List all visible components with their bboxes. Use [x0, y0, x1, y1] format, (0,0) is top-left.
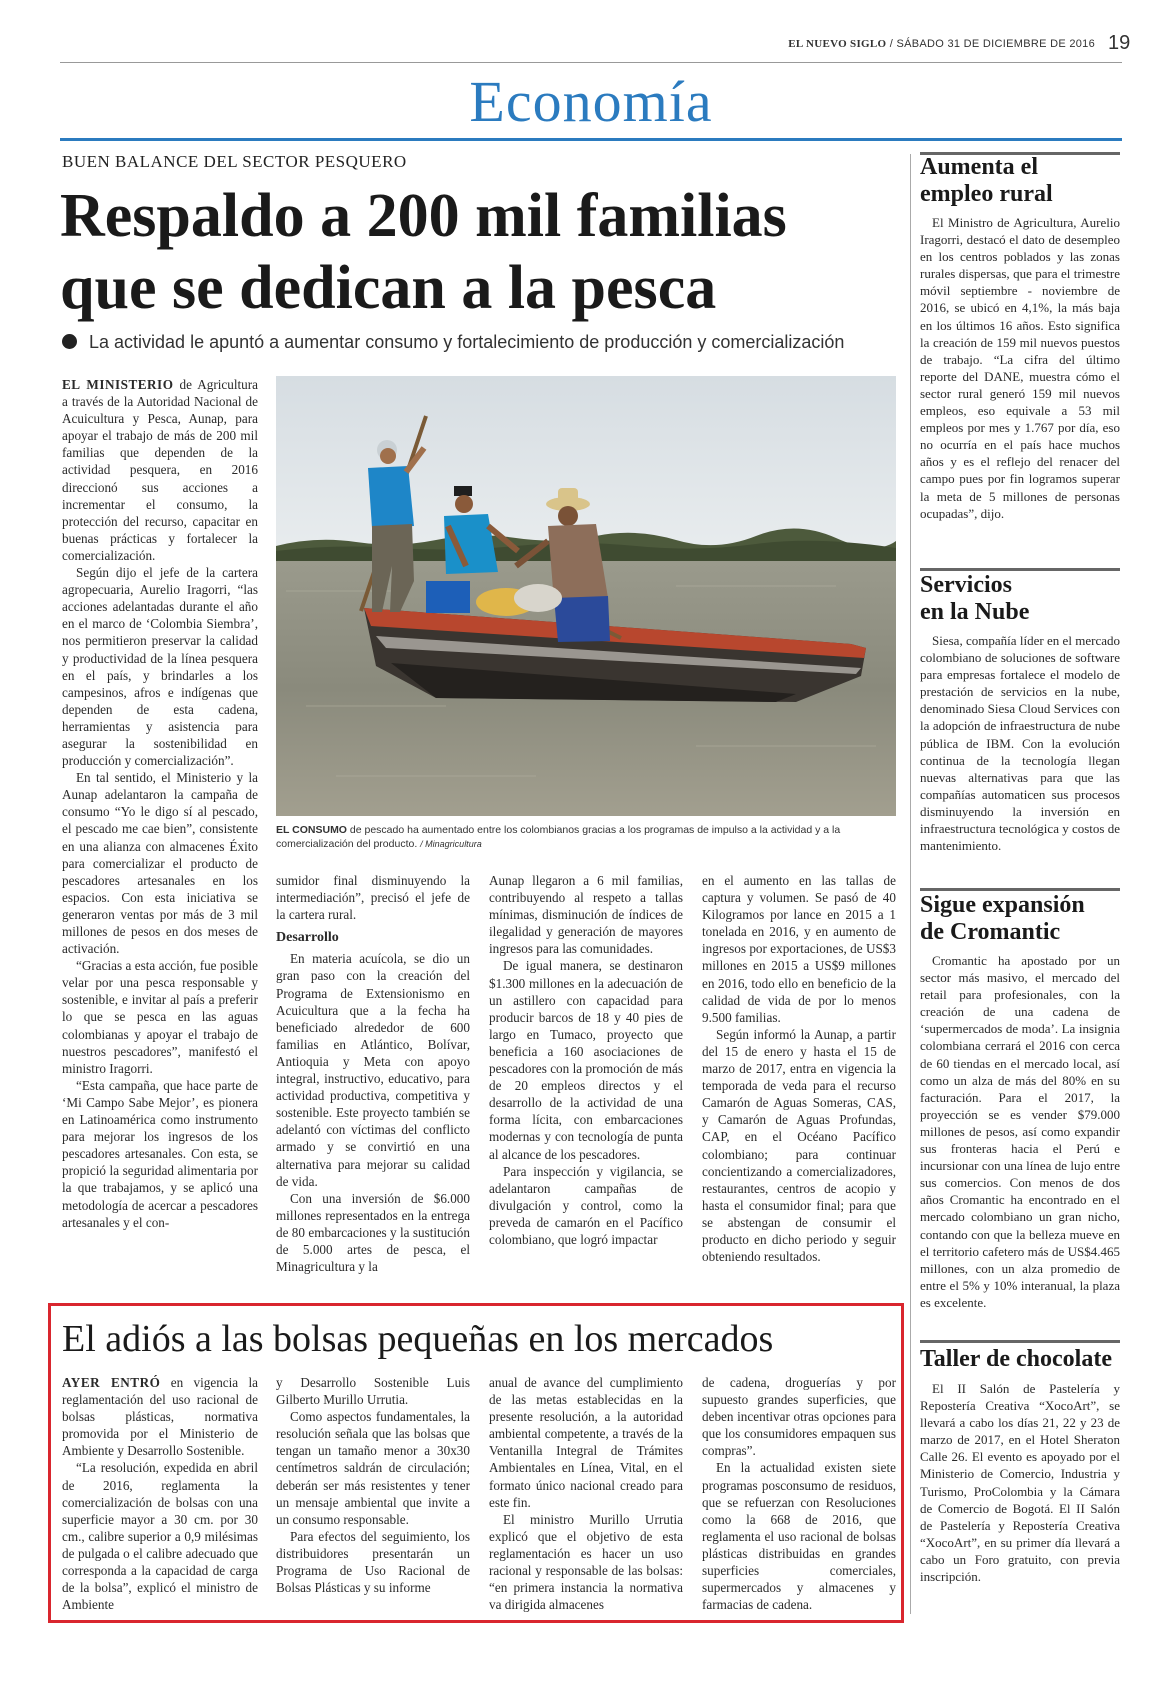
main-article-column-3 — [489, 872, 683, 1248]
paragraph: y Desarrollo Sostenible Luis Gilberto Murillo Urrutia. — [276, 1375, 470, 1408]
paragraph: “Esta campaña, que hace parte de ‘Mi Campo Sabe Mejor’, es pionera en Latinoamérica como instrumento para mejorar los ingresos de los pescadores artesanales. Con esta, se propició la seguridad alimentaria por la que trabajamos, y se aplicó una metodología de acercar a pescadores artesanales y el con- — [62, 1077, 258, 1230]
title-line: Aumenta el — [920, 154, 1038, 180]
paragraph: En la actualidad existen siete programas posconsumo de residuos, que se refuerzan con Resoluciones como la 668 de 2016, que reglamenta el uso racional de bolsas plásticas distribuidas en grandes superficies comerciales, supermercados y almacenes y farmacias de cadena. — [702, 1460, 896, 1613]
paragraph: En materia acuícola, se dio un gran paso con la creación del Programa de Extensionismo en Acuicultura que a la fecha ha beneficiado alrededor de 600 familias en Atlántico, Bolívar, Antioquia y Meta con apoyo integral, instructivo, educativo, para actividad productiva, competitiva y sostenible. Este proyecto también se adelantó con víctimas del conflicto armado y se convirtió en una alternativa para mejorar su calidad de vida. — [276, 951, 470, 1189]
paragraph: de Agricultura a través de la Autoridad Nacional de Acuicultura y Pesca, Aunap, para apoyar el trabajo de más de 200 mil familias que dependen de la actividad pesquera, en 2016 direccionó sus acciones a incrementar el consumo, la protección del recurso, capacitar en buenas prácticas y fortalecer la comercialización. — [62, 377, 258, 563]
sidebar-rule — [920, 888, 1120, 891]
paper-name: EL NUEVO SIGLO — [788, 38, 887, 50]
paragraph: Como aspectos fundamentales, la resolución señala que las bolsas que tengan un tamaño menor a 30x30 centímetros saldrán de circulación; deberán ser más resistentes y tener un mensaje ambiental que invite a un consumo responsable. — [276, 1409, 470, 1527]
caption-lead: EL CONSUMO — [276, 824, 347, 836]
sidebar-title-chocolate: Taller de chocolate — [920, 1346, 1112, 1372]
paragraph: Para inspección y vigilancia, se adelantaron campañas de divulgación y control, como la preveda de camarón en el Pacífico colombiano, que logró impactar — [489, 1163, 683, 1247]
article-kicker: BUEN BALANCE DEL SECTOR PESQUERO — [62, 152, 407, 171]
paragraph: anual de avance del cumplimiento de las metas establecidas en la presente resolución, a la autoridad ambiental competente, a través de la Ventanilla Integral de Trámites Ambientales en Línea, Vital, en el formato único nacional creado para este fin. — [489, 1375, 683, 1510]
bolsas-column-4 — [702, 1374, 896, 1613]
main-article-column-4 — [702, 872, 896, 1265]
subhead-text: La actividad le apuntó a aumentar consumo y fortalecimiento de producción y comercialización — [89, 332, 845, 352]
paragraph: Según dijo el jefe de la cartera agropecuaria, Aurelio Iragorri, “las acciones adelantadas durante el año en el marco de ‘Colombia Siembra’, nos permitieron preservar la calidad y productividad de la línea pesquera en el país, y brindarles a los campesinos, afros e indígenas que dependen de esta cadena, herramientas y asistencia para asegurar la sostenibilidad en producción y comercialización”. — [62, 565, 258, 769]
sidebar-body-chocolate: El II Salón de Pastelería y Repostería Creativa “XocoArt”, se llevará a cabo los días 21, 22 y 23 de marzo de 2017, en el Hotel Sheraton Calle 26. El evento es apoyado por el Ministerio de Comercio, Industria y Turismo, ProColombia y la Cámara de Comercio de Bogotá. El II Salón de Pastelería y Repostería Creativa “XocoArt”, en su primer día llevará a cabo un Foro gratuito, con previa inscripción. — [920, 1381, 1120, 1585]
title-line: en la Nube — [920, 599, 1030, 625]
title-line: de Cromantic — [920, 919, 1061, 945]
headline-line: que se dedican a la pesca — [60, 254, 717, 322]
page-number: 19 — [1108, 32, 1131, 54]
sidebar-body-nube: Siesa, compañía líder en el mercado colombiano de soluciones de software para empresas fortalece el modelo de prestación de servicios en la nube, denominado Siesa Cloud Services con la adopción de infraestructura de nube pública de IBM. Con la evolución continua de la tecnología llegan nuevas alternativas para que las compañías automaticen sus procesos disminuyendo la inversión en infraestructura tecnológica y costos de mantenimiento. — [920, 633, 1120, 854]
sidebar-rule — [920, 1340, 1120, 1343]
paragraph: En tal sentido, el Ministerio y la Aunap adelantaron la campaña de consumo “Yo le digo sí al pescado, el pescado me cae bien”, consistente en una alianza con almacenes Éxito para comercializar el producto de pescadores artesanales en los espacios. Con esta iniciativa se generaron ventas por más de 3 mil millones de pesos en dos meses de activación. — [62, 770, 258, 957]
paragraph: Según informó la Aunap, a partir del 15 de enero y hasta el 15 de marzo de 2017, entra en vigencia la temporada de veda para el recurso Camarón de Aguas Someras, CAS, y Camarón de Aguas Profundas, CAP, en el Océano Pacífico colombiano; para continuar concientizando a comercializadores, restaurantes, centros de acopio y hasta el consumidor final; para que se abstengan de consumir el producto en dicho periodo y seguir obteniendo resultados. — [702, 1026, 896, 1265]
bolsas-column-2 — [276, 1374, 470, 1596]
headline-line: Respaldo a 200 mil familias — [60, 182, 787, 250]
paragraph: de cadena, droguerías y por supuesto grandes superficies, que deben incentivar otras opciones para que los consumidores empaquen sus compras”. — [702, 1375, 896, 1459]
article-subhead — [62, 332, 942, 353]
article-headline — [60, 180, 920, 324]
photo-caption — [276, 823, 896, 851]
sidebar-title-empleo — [920, 154, 1120, 208]
issue-date: SÁBADO 31 DE DICIEMBRE DE 2016 — [896, 38, 1095, 50]
paragraph: “Gracias a esta acción, fue posible velar por una pesca responsable y sostenible, e invitar al país a preferir lo que se pesca en las aguas colombianas y apoyar el trabajo de nuestros pescadores”, manifestó el ministro Iragorri. — [62, 958, 258, 1076]
main-article-column-2 — [276, 872, 470, 1275]
sidebar-divider — [910, 154, 911, 1614]
title-line: Servicios — [920, 572, 1012, 598]
bolsas-column-3 — [489, 1374, 683, 1613]
main-article-column-1 — [62, 376, 258, 1231]
photo-credit: / Minagricultura — [420, 839, 482, 849]
bolsas-headline: El adiós a las bolsas pequeñas en los mercados — [62, 1318, 774, 1360]
title-line: empleo rural — [920, 181, 1053, 207]
lead-words: AYER ENTRÓ — [62, 1375, 161, 1390]
paragraph: Para efectos del seguimiento, los distribuidores presentarán un Programa de Uso Racional de Bolsas Plásticas y su informe — [276, 1528, 470, 1596]
sidebar-body-cromantic: Cromantic ha apostado por un sector más masivo, el mercado del retail para profesionales, con la creación de una cadena de ‘supermercados de moda’. La insignia colombiana cerrará el 2016 con cerca de 60 tiendas en el mercado local, así como un alza de más del 80% en su facturación. Para el 2017, la proyección se es vender $79.000 millones de pesos, así como expandir sus fronteras hacia el Perú e incursionar con una línea de lujo entre sus comercios. Con menos de dos años Cromantic ha encontrado en el mercado colombiano un gran nicho, contando con que la belleza mueve en el territorio cafetero más de US$4.465 millones, con un alza promedio de entre el 5% y 10% interanual, la plaza es excelente. — [920, 953, 1120, 1310]
paragraph: Con una inversión de $6.000 millones representados en la entrega de 80 embarcaciones y la sustitución de 5.000 artes de pesca, el Minagricultura y la — [276, 1190, 470, 1275]
section-title: Economía — [469, 69, 713, 134]
fishermen-photo — [276, 376, 896, 816]
sidebar-rule — [920, 568, 1120, 571]
bullet-icon — [62, 334, 77, 349]
paragraph: De igual manera, se destinaron $1.300 millones en la adecuación de un astillero con capacidad para producir barcos de 18 y 40 pies de largo en Tumaco, proyecto que beneficia a 160 asociaciones de pescadores con la promoción de más de 20 empleos directos y el desarrollo de la actividad de una forma lícita, con embarcaciones modernas y con tecnología de punta al alcance de los pescadores. — [489, 958, 683, 1162]
sidebar-body-empleo: El Ministro de Agricultura, Aurelio Iragorri, destacó el dato de desempleo en los centros poblados y las zonas rurales dispersas, que para el trimestre móvil septiembre - noviembre de 2016, se ubicó en 4,1%, la más baja en los últimos 16 años. Esto significa la creación de 159 mil nuevos puestos de trabajo. “La cifra del último reporte del DANE, muestra cómo el sector rural generó 159 mil nuevos empleos, eso equivale a 53 mil empleos por mes y 1.767 por día, eso no ocurría en el país hace muchos años y es el reflejo del renacer del campo pues por fin logramos superar la meta de 5 millones de personas ocupadas”, dijo. — [920, 215, 1120, 521]
article-subheading: Desarrollo — [276, 930, 339, 946]
paragraph: sumidor final disminuyendo la intermediación”, precisó el jefe de la cartera rural. — [276, 873, 470, 923]
paragraph: “La resolución, expedida en abril de 2016, reglamenta la comercialización de bolsas con una superficie mayor a 30 cm. por 30 cm., calibre superior a 0,9 milésimas de pulgada o el calibre adecuado que corresponda a la capacidad de carga de la bolsa”, explicó el ministro de Ambiente — [62, 1460, 258, 1613]
sidebar-title-cromantic — [920, 892, 1120, 946]
section-divider — [60, 138, 1122, 141]
paragraph: en el aumento en las tallas de captura y volumen. Se pasó de 40 Kilogramos por lance en 2015 a 1 tonelada en 2016, y en aumento de ingresos por exportaciones, de US$3 millones en 2015 a US$9 millones en 2016, todo ello en beneficio de la calidad de vida de por lo menos 9.500 familias. — [702, 873, 896, 1025]
paragraph: Aunap llegaron a 6 mil familias, contribuyendo al respeto a tallas mínimas, disminución de índices de ilegalidad y generación de mayores ingresos para las comunidades. — [489, 873, 683, 957]
caption-text: de pescado ha aumentado entre los colombianos gracias a los programas de impulso a la actividad y a la comercialización del producto. — [276, 824, 841, 850]
lead-words: EL MINISTERIO — [62, 377, 174, 392]
header-separator: / — [889, 38, 894, 50]
paragraph: El ministro Murillo Urrutia explicó que el objetivo de esta reglamentación es hacer un uso racional y responsable de las bolsas: “en primera instancia la normativa va dirigida almacenes — [489, 1511, 683, 1613]
title-line: Sigue expansión — [920, 892, 1085, 918]
page-header — [788, 38, 1095, 50]
paragraph: en vigencia la reglamentación del uso racional de bolsas plásticas, normativa promovida por el Ministerio de Ambiente y Desarrollo Sostenible. — [62, 1375, 259, 1459]
bolsas-column-1 — [62, 1374, 258, 1613]
sidebar-title-nube — [920, 572, 1120, 626]
header-divider — [60, 62, 1122, 63]
